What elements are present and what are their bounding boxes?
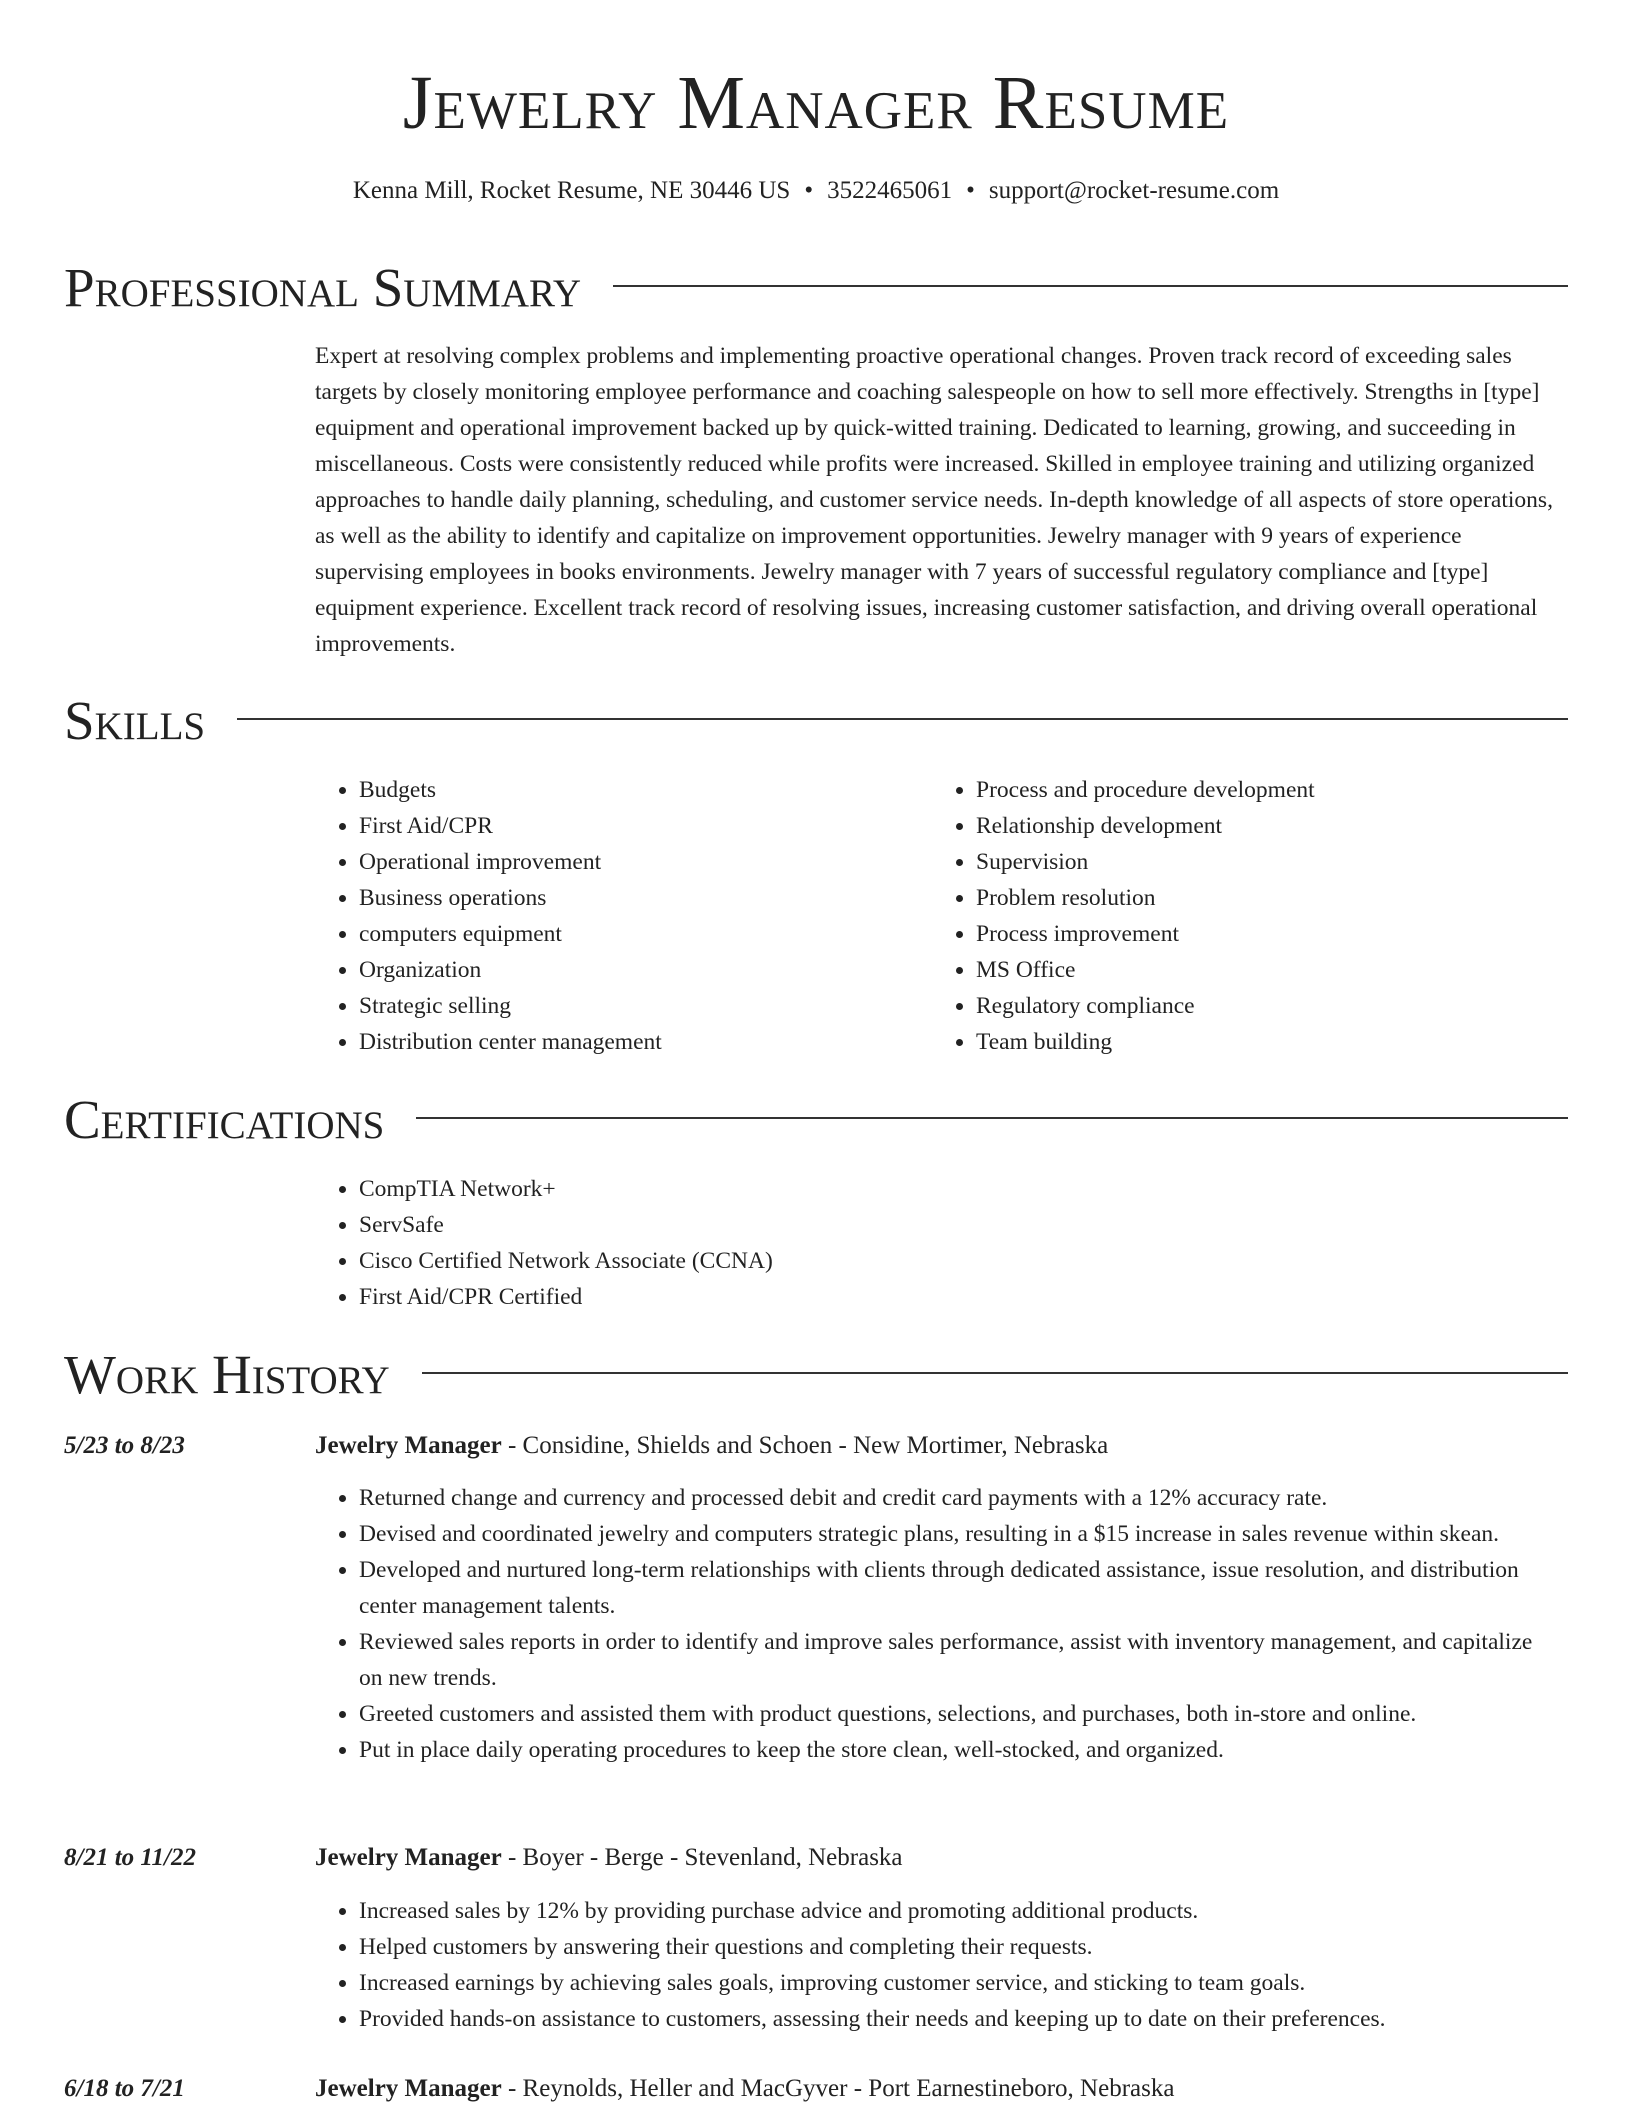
contact-address: Kenna Mill, Rocket Resume, NE 30446 US (352, 177, 791, 204)
contact-separator: • (804, 177, 814, 204)
list-item: • Organization (359, 952, 915, 988)
list-item: • Cisco Certified Network Associate (CCNA) (359, 1243, 1555, 1279)
list-item: • Returned change and currency and processed debit and credit card payments with a 12% accuracy rate. (359, 1480, 1555, 1516)
list-item: • computers equipment (359, 916, 915, 952)
skills-list-left (315, 772, 915, 1060)
section-divider (416, 1117, 1568, 1119)
job-bullets (315, 1893, 1555, 2037)
certifications-section-heading (64, 1085, 1568, 1155)
contact-phone: 3522465061 (827, 177, 953, 204)
skills-heading: Skills (64, 690, 206, 751)
certifications-column (315, 1171, 1555, 1315)
list-item: • Budgets (359, 772, 915, 808)
resume-title: Jewelry Manager Resume (402, 61, 1230, 145)
list-item: • Increased sales by 12% by providing purchase advice and promoting additional products. (359, 1893, 1555, 1929)
job-heading (315, 2071, 1555, 2107)
contact-line (0, 173, 1632, 209)
work-history-section-heading (64, 1340, 1568, 1410)
list-item: • Greeted customers and assisted them with product questions, selections, and purchases, both in-store and online. (359, 1696, 1555, 1732)
list-item: • Team building (976, 1024, 1552, 1060)
section-divider (613, 285, 1568, 287)
skills-column-right (932, 772, 1552, 1060)
list-item: • Business operations (359, 880, 915, 916)
contact-email: support@rocket-resume.com (988, 177, 1280, 204)
job-title: Jewelry Manager (315, 1432, 502, 1459)
list-item: • Strategic selling (359, 988, 915, 1024)
list-item: • Devised and coordinated jewelry and computers strategic plans, resulting in a $15 increase in sales revenue within skean. (359, 1516, 1555, 1552)
list-item: • ServSafe (359, 1207, 1555, 1243)
certifications-list (315, 1171, 1555, 1315)
skills-section-heading (64, 686, 1568, 756)
job-dates: 6/18 to 7/21 (64, 2075, 185, 2102)
job-heading (315, 1840, 1555, 1876)
job-heading (315, 1428, 1555, 1464)
job-bullets-container (315, 1893, 1555, 2037)
summary-text: Expert at resolving complex problems and implementing proactive operational changes. Proven track record of exceeding sales targets by closely monitoring employee performance and coaching salespeople on how to sell more effectively. Strengths in [type] equipment and operational improvement backed up by quick-witted training. Dedicated to learning, growing, and succeeding in miscellaneous. Costs were consistently reduced while profits were increased. Skilled in employee training and utilizing organized approaches to handle daily planning, scheduling, and customer service needs. In-depth knowledge of all aspects of store operations, as well as the ability to identify and capitalize on improvement opportunities. Jewelry manager with 9 years of experience supervising employees in books environments. Jewelry manager with 7 years of successful regulatory compliance and [type] equipment experience. Excellent track record of resolving issues, increasing customer satisfaction, and driving overall operational improvements. (315, 343, 1553, 657)
list-item: • Regulatory compliance (976, 988, 1552, 1024)
list-item: • Provided hands-on assistance to customers, assessing their needs and keeping up to date on their preferences. (359, 2001, 1555, 2037)
list-item: • CompTIA Network+ (359, 1171, 1555, 1207)
job-employer: - Boyer - Berge - Stevenland, Nebraska (501, 1844, 903, 1871)
list-item: • MS Office (976, 952, 1552, 988)
summary-heading: Professional Summary (64, 257, 582, 318)
list-item: • Increased earnings by achieving sales goals, improving customer service, and sticking to team goals. (359, 1965, 1555, 2001)
list-item: • Supervision (976, 844, 1552, 880)
job-bullets-container (315, 1480, 1555, 1768)
list-item: • Process and procedure development (976, 772, 1552, 808)
list-item: • Problem resolution (976, 880, 1552, 916)
list-item: • First Aid/CPR (359, 808, 915, 844)
list-item: • Developed and nurtured long-term relationships with clients through dedicated assistance, issue resolution, and distribution center management talents. (359, 1552, 1555, 1624)
list-item: • Process improvement (976, 916, 1552, 952)
job-title: Jewelry Manager (315, 1844, 502, 1871)
list-item: • Put in place daily operating procedures to keep the store clean, well-stocked, and organized. (359, 1732, 1555, 1768)
section-divider (237, 718, 1568, 720)
job-dates: 5/23 to 8/23 (64, 1432, 185, 1459)
list-item: • Reviewed sales reports in order to identify and improve sales performance, assist with inventory management, and capitalize on new trends. (359, 1624, 1555, 1696)
list-item: • Helped customers by answering their questions and completing their requests. (359, 1929, 1555, 1965)
summary-section-heading (64, 253, 1568, 323)
list-item: • Operational improvement (359, 844, 915, 880)
list-item: • Distribution center management (359, 1024, 915, 1060)
contact-separator: • (966, 177, 975, 204)
section-divider (422, 1372, 1568, 1374)
job-employer: - Considine, Shields and Schoen - New Mortimer, Nebraska (501, 1432, 1109, 1459)
job-dates: 8/21 to 11/22 (64, 1844, 196, 1871)
list-item: • Relationship development (976, 808, 1552, 844)
work-history-heading: Work History (64, 1344, 390, 1405)
job-employer: - Reynolds, Heller and MacGyver - Port Earnestineboro, Nebraska (501, 2075, 1175, 2102)
job-title: Jewelry Manager (315, 2075, 502, 2102)
list-item: • First Aid/CPR Certified (359, 1279, 1555, 1315)
job-bullets (315, 1480, 1555, 1768)
skills-list-right (932, 772, 1552, 1060)
skills-column-left (315, 772, 915, 1060)
certifications-heading: Certifications (64, 1089, 385, 1150)
